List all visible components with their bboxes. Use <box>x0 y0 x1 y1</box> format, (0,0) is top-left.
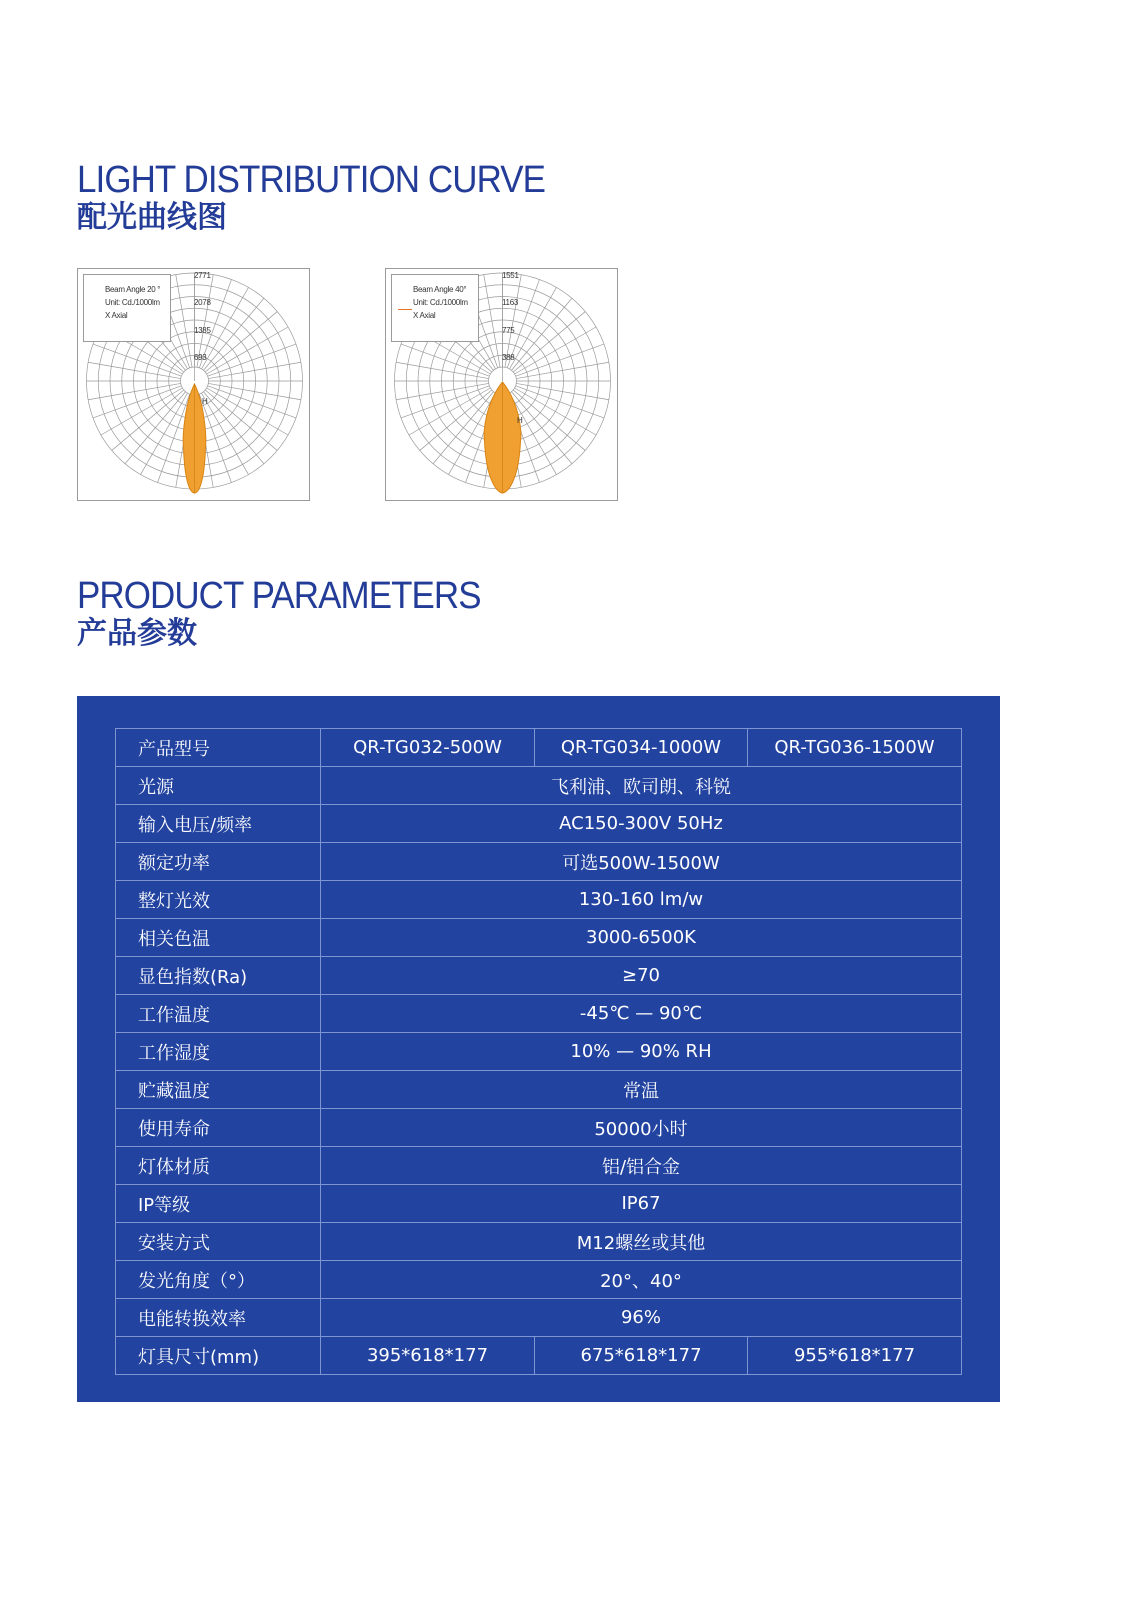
param-value: 50000小时 <box>321 1109 962 1147</box>
param-value: 常温 <box>321 1071 962 1109</box>
grid-spoke <box>516 344 604 376</box>
table-row <box>116 1299 962 1337</box>
param-label: 显色指数(Ra) <box>116 957 321 995</box>
scale-label: 1385 <box>194 326 211 335</box>
grid-spoke <box>112 390 184 450</box>
h-marker: H <box>517 416 523 425</box>
table-row <box>116 1147 962 1185</box>
parameters-heading <box>77 576 516 652</box>
unit-label-1: Unit: Cd./1000lm <box>105 298 160 307</box>
table-row <box>116 805 962 843</box>
grid-spoke <box>125 392 185 464</box>
param-label: 灯具尺寸(mm) <box>116 1337 321 1375</box>
table-row <box>116 919 962 957</box>
scale-label: 2771 <box>194 271 211 280</box>
param-value: 可选500W-1500W <box>321 843 962 881</box>
grid-spoke <box>203 392 263 464</box>
distribution-title-en: LIGHT DISTRIBUTION CURVE <box>77 159 546 201</box>
param-label: 安装方式 <box>116 1223 321 1261</box>
param-value: AC150-300V 50Hz <box>321 805 962 843</box>
scale-label: 1551 <box>502 271 519 280</box>
param-label: 贮藏温度 <box>116 1071 321 1109</box>
param-label: 产品型号 <box>116 729 321 767</box>
param-value: -45℃ — 90℃ <box>321 995 962 1033</box>
param-label: 整灯光效 <box>116 881 321 919</box>
table-row <box>116 1223 962 1261</box>
grid-spoke <box>205 312 277 372</box>
axis-label-1: X Axial <box>105 311 128 320</box>
curve-legend-2 <box>391 274 479 342</box>
scale-label: 775 <box>502 326 515 335</box>
parameters-panel <box>77 696 1000 1402</box>
grid-spoke <box>420 390 492 450</box>
param-value: IP67 <box>321 1185 962 1223</box>
param-label: 电能转换效率 <box>116 1299 321 1337</box>
grid-spoke <box>93 386 181 418</box>
parameters-table <box>115 728 962 1375</box>
table-row <box>116 1071 962 1109</box>
grid-spoke <box>205 390 277 450</box>
param-value: 96% <box>321 1299 962 1337</box>
param-label: 使用寿命 <box>116 1109 321 1147</box>
param-value: M12螺丝或其他 <box>321 1223 962 1261</box>
size-value: 395*618*177 <box>321 1337 535 1375</box>
legend-swatch <box>398 309 412 310</box>
grid-spoke <box>93 344 181 376</box>
param-value: 铝/铝合金 <box>321 1147 962 1185</box>
param-label: 光源 <box>116 767 321 805</box>
param-value: ≥70 <box>321 957 962 995</box>
param-value: 3000-6500K <box>321 919 962 957</box>
param-value: 10% — 90% RH <box>321 1033 962 1071</box>
beam-angle-label-2: Beam Angle 40° <box>413 285 467 294</box>
model-name: QR-TG036-1500W <box>748 729 962 767</box>
grid-spoke <box>513 312 585 372</box>
grid-spoke <box>516 386 604 418</box>
table-row <box>116 729 962 767</box>
table-row <box>116 1109 962 1147</box>
param-label: 相关色温 <box>116 919 321 957</box>
h-marker: H <box>202 397 208 406</box>
grid-spoke <box>401 344 489 376</box>
grid-spoke <box>401 386 489 418</box>
distribution-heading <box>77 160 586 236</box>
table-row <box>116 995 962 1033</box>
param-label: 输入电压/频率 <box>116 805 321 843</box>
param-value: 20°、40° <box>321 1261 962 1299</box>
parameters-title-zh: 产品参数 <box>77 616 197 651</box>
scale-label: 388 <box>502 353 515 362</box>
param-label: IP等级 <box>116 1185 321 1223</box>
table-row <box>116 957 962 995</box>
param-label: 灯体材质 <box>116 1147 321 1185</box>
unit-label-2: Unit: Cd./1000lm <box>413 298 468 307</box>
param-label: 工作温度 <box>116 995 321 1033</box>
table-row <box>116 843 962 881</box>
size-value: 675*618*177 <box>535 1337 748 1375</box>
table-row <box>116 1185 962 1223</box>
table-row <box>116 1033 962 1071</box>
model-name: QR-TG032-500W <box>321 729 535 767</box>
axis-label-2: X Axial <box>413 311 436 320</box>
param-label: 额定功率 <box>116 843 321 881</box>
table-row <box>116 881 962 919</box>
grid-spoke <box>511 298 571 370</box>
grid-spoke <box>208 344 296 376</box>
param-label: 工作湿度 <box>116 1033 321 1071</box>
table-row <box>116 767 962 805</box>
param-value: 130-160 lm/w <box>321 881 962 919</box>
param-value: 飞利浦、欧司朗、科锐 <box>321 767 962 805</box>
grid-spoke <box>203 298 263 370</box>
scale-label: 2078 <box>194 298 211 307</box>
scale-label: 693 <box>194 353 207 362</box>
parameters-title-en: PRODUCT PARAMETERS <box>77 575 481 617</box>
param-label: 发光角度（°） <box>116 1261 321 1299</box>
distribution-title-zh: 配光曲线图 <box>77 200 227 235</box>
polar-curve-chart-1 <box>77 268 310 501</box>
scale-label: 1163 <box>502 298 519 307</box>
beam-angle-label-1: Beam Angle 20 ° <box>105 285 161 294</box>
polar-curve-chart-2 <box>385 268 618 501</box>
table-row <box>116 1261 962 1299</box>
curve-legend-1 <box>83 274 171 342</box>
table-row <box>116 1337 962 1375</box>
model-name: QR-TG034-1000W <box>535 729 748 767</box>
grid-spoke <box>208 386 296 418</box>
size-value: 955*618*177 <box>748 1337 962 1375</box>
grid-spoke <box>513 390 585 450</box>
